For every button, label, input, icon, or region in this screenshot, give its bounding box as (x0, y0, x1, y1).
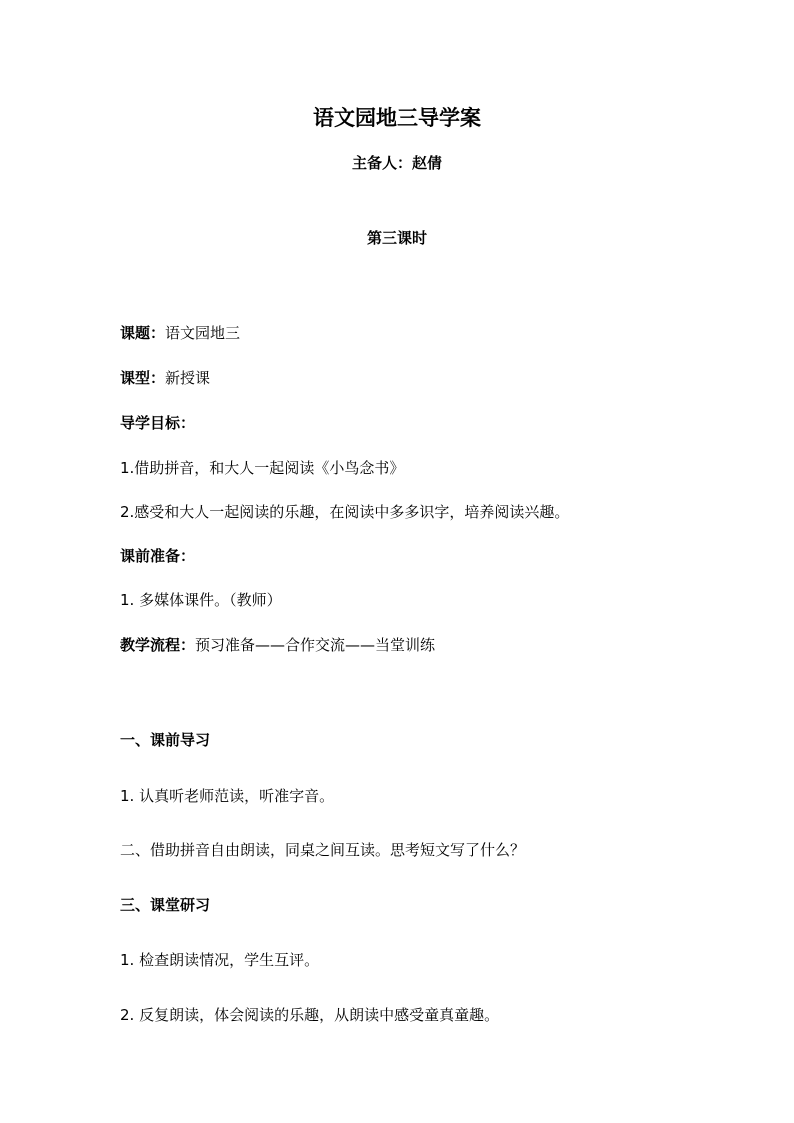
section-item: 1. 认真听老师范读，听准字音。 (120, 787, 335, 805)
section-item: 2. 反复朗读，体会阅读的乐趣，从朗读中感受童真童趣。 (120, 1006, 500, 1024)
goal-item: 1.借助拼音，和大人一起阅读《小鸟念书》 (120, 459, 405, 477)
section-item: 1. 检查朗读情况，学生互评。 (120, 951, 320, 969)
topic-value: 语文园地三 (165, 324, 241, 342)
prep-heading: 课前准备： (120, 547, 196, 565)
author-label: 主备人： (351, 154, 412, 172)
goals-heading: 导学目标： (120, 414, 196, 432)
teaching-flow-label: 教学流程： (120, 636, 196, 654)
section-heading-classroom: 三、课堂研习 (120, 896, 211, 914)
goal-item: 2.感受和大人一起阅读的乐趣，在阅读中多多识字，培养阅读兴趣。 (120, 503, 570, 521)
teaching-flow-value: 预习准备——合作交流——当堂训练 (195, 636, 436, 654)
lesson-period: 第三课时 (366, 229, 427, 247)
lesson-type-value: 新授课 (165, 369, 211, 387)
lesson-type-label: 课型： (120, 369, 166, 387)
topic-line (120, 323, 240, 343)
prep-item: 1. 多媒体课件。（教师） (120, 591, 282, 609)
document-title: 语文园地三导学案 (313, 105, 481, 130)
section-heading-reading: 二、借助拼音自由朗读，同桌之间互读。思考短文写了什么？ (120, 841, 526, 859)
section-heading-preview: 一、课前导习 (120, 731, 211, 749)
lesson-type-line (120, 368, 210, 388)
teaching-flow-line (120, 635, 435, 655)
topic-label: 课题： (120, 324, 166, 342)
author-name: 赵倩 (412, 154, 443, 172)
author-line (0, 153, 794, 173)
